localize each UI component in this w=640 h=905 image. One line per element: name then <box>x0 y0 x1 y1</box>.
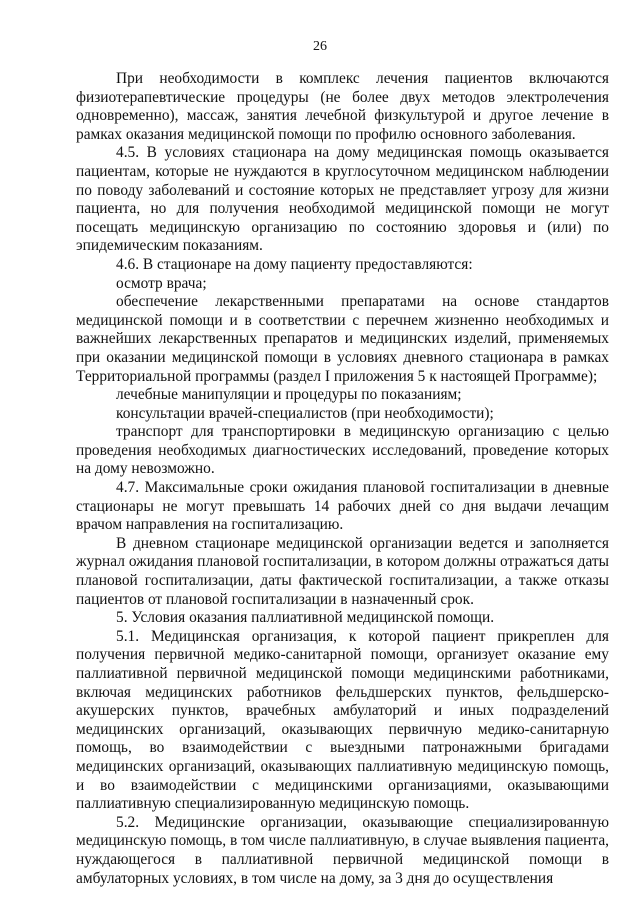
paragraph-5-2: 5.2. Медицинские организации, оказывающие специализированную медицинскую помощь, в том числе паллиативную, в случае выявления пациента, нуждающегося в паллиативной первичной медицинской помощи в амбулаторных условиях, в том числе на дому, за 3 дня до осуществления <box>76 813 609 887</box>
paragraph-4-7: 4.7. Максимальные сроки ожидания плановой госпитализации в дневные стационары не могут превышать 14 рабочих дней со дня выдачи лечащим врачом направления на госпитализацию. <box>76 479 609 534</box>
list-item-medication-supply: обеспечение лекарственными препаратами на основе стандартов медицинской помощи и в соответствии с перечнем жизненно необходимых и важнейших лекарственных препаратов и медицинских изделий, применяемых при оказании медицинской помощи в условиях дневного стационара в рамках Территориальной программы (раздел I приложения 5 к настоящей Программе); <box>76 293 609 385</box>
list-item-consultations: консультации врачей-специалистов (при необходимости); <box>116 404 494 422</box>
section-5-heading: 5. Условия оказания паллиативной медицинской помощи. <box>116 609 495 627</box>
paragraph-4-6: 4.6. В стационаре на дому пациенту предоставляются: <box>116 255 473 273</box>
paragraph-4-5: 4.5. В условиях стационара на дому медицинская помощь оказывается пациентам, которые не нуждаются в круглосуточном медицинском наблюдении по поводу заболеваний и состояние которых не представляет угрозу для жизни пациента, но для получения необходимой медицинской помощи не могут посещать медицинскую организацию по состоянию здоровья и (или) по эпидемическим показаниям. <box>76 144 609 255</box>
document-body <box>76 70 609 888</box>
page-number: 26 <box>313 39 327 54</box>
paragraph-waiting-journal: В дневном стационаре медицинской организации ведется и заполняется журнал ожидания плановой госпитализации, в котором должны отражаться даты плановой госпитализации, даты фактической госпитализации, а также отказы пациентов от плановой госпитализации в назначенный срок. <box>76 534 609 608</box>
list-item-transport: транспорт для транспортировки в медицинскую организацию с целью проведения необходимых диагностических исследований, проведение которых на дому невозможно. <box>76 423 609 478</box>
paragraph-5-1: 5.1. Медицинская организация, к которой пациент прикреплен для получения первичной медико-санитарной помощи, организует оказание ему паллиативной первичной медицинской помощи медицинскими работниками, включая медицинских работников фельдшерских пунктов, фельдшерско-акушерских пунктов, врачебных амбулаторий и иных подразделений медицинских организаций, оказывающих первичную медико-санитарную помощь, во взаимодействии с выездными патронажными бригадами медицинских организаций, оказывающих паллиативную медицинскую помощь, и во взаимодействии с медицинскими организациями, оказывающими паллиативную специализированную медицинскую помощь. <box>76 627 609 813</box>
list-item-examination: осмотр врача; <box>116 274 207 292</box>
list-item-manipulations: лечебные манипуляции и процедуры по показаниям; <box>116 386 462 404</box>
paragraph-treatment-procedures: При необходимости в комплекс лечения пациентов включаются физиотерапевтические процедуры (не более двух методов электролечения одновременно), массаж, занятия лечебной физкультурой и другое лечение в рамках оказания медицинской помощи по профилю основного заболевания. <box>76 70 609 143</box>
